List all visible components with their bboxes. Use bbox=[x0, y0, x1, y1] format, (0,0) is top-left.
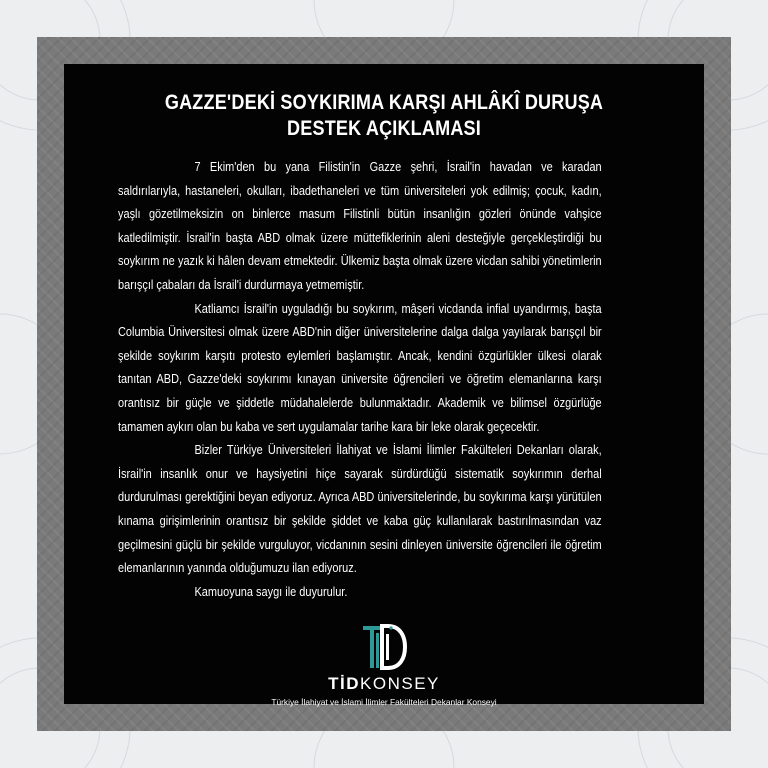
page-title bbox=[109, 90, 659, 142]
brand-name bbox=[64, 674, 704, 694]
paragraph-2: Katliamcı İsrail'in uyguladığı bu soykırım, mâşeri vicdanda infial uyandırmış, başta Columbia Üniversitesi olmak üzere ABD'nin diğer üniversitelerine dalga dalga yayılarak barışçıl bir şekilde soykırım karşıtı protesto eylemleri başlamıştır. Ancak, kendini özgürlükler ülkesi olarak tanıtan ABD, Gazze'deki soykırımı kınayan üniversite öğrencileri ve öğretim elemanlarına karşı orantısız bir güçle ve şiddetle müdahalelerde bulunmaktadır. Akademik ve bilimsel özgürlüğe tamamen aykırı olan bu kaba ve sert uygulamalar tarihe kara bir leke olarak geçecektir. bbox=[118, 300, 602, 434]
paragraph-1: 7 Ekim'den bu yana Filistin'in Gazze şehri, İsrail'in havadan ve karadan saldırılarıyla, hastaneleri, okulları, ibadethaneleri ve tüm üniversiteleri yok edilmiş; çocuk, kadın, yaşlı gözetilmeksizin on binlerce masum Filistinli bütün insanlığın gözleri önünde vahşice katledilmiştir. İsrail'in başta ABD olmak üzere müttefiklerinin aleni desteğiyle gerçekleştirdiği bu soykırım ne yazık ki hâlen devam etmektedir. Ülkemiz başta olmak üzere vicdan sahibi yönetimlerin barışçıl çabaları da İsrail'i durdurmaya yetmemiştir. bbox=[118, 159, 602, 292]
statement-card bbox=[64, 64, 704, 707]
paragraph-3: Bizler Türkiye Üniversiteleri İlahiyat ve İslami İlimler Fakülteleri Dekanları olarak, İsrail'in insanlık onur ve haysiyetini hiçe sayarak sürdürdüğü sistematik soykırımın derhal durdurulması gerektiğini beyan ediyoruz. Ayrıca ABD üniversitelerinde, bu soykırıma karşı yürütülen kınama girişimlerinin orantısız bir şekilde şiddet ve kaba güç kullanılarak bastırılmasından vaz geçilmesini güçlü bir şekilde vurguluyor, vicdanının sesini dinleyen üniversite öğrencileri ile öğretim elemanlarının yanında olduğumuzu ilan ediyoruz. bbox=[118, 442, 602, 576]
title-line-1: GAZZE'DEKİ SOYKIRIMA KARŞI AHLÂKÎ DURUŞA bbox=[164, 91, 604, 114]
brand-name-bold: TİD bbox=[328, 674, 361, 693]
brand-name-light: KONSEY bbox=[360, 674, 440, 693]
statement-body bbox=[118, 155, 602, 603]
paragraph-4: Kamuoyuna saygı ile duyurulur. bbox=[194, 583, 348, 599]
tid-logo-icon bbox=[361, 624, 407, 672]
title-line-2: DESTEK AÇIKLAMASI bbox=[287, 117, 481, 140]
brand-subtitle: Türkiye İlahiyat ve İslami İlimler Fakülteleri Dekanlar Konseyi bbox=[271, 697, 497, 707]
